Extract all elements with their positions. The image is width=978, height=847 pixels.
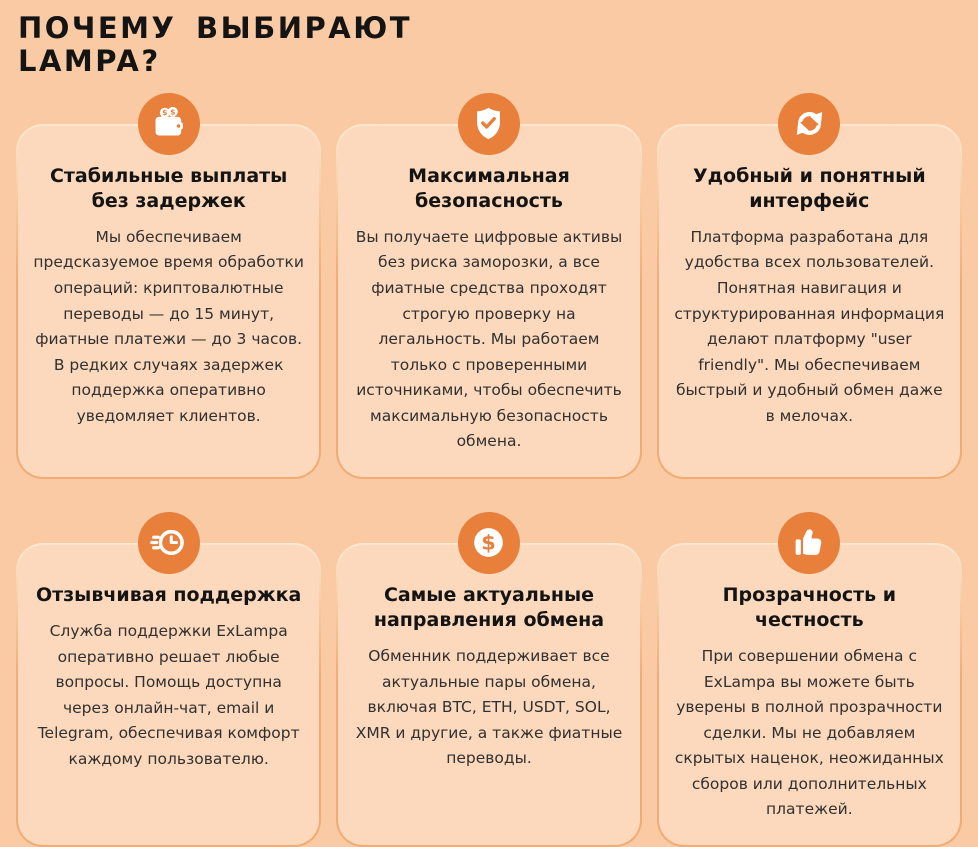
features-row-top [16, 93, 962, 479]
thumbs-up-icon [778, 512, 840, 574]
card-body: Вы получаете цифровые активы без риска заморозки, а все фиатные средства проходят строгую проверку на легальность. Мы работаем только с проверенными источниками, чтобы обеспечить максимальную безопасность обмена. [355, 227, 623, 451]
card-frame [336, 124, 641, 479]
card-title: Отзывчивая поддержка [35, 583, 302, 606]
card-body: При совершении обмена с ExLampa вы можете быть уверены в полной прозрачности сделки. Мы не добавляем скрытых наценок, неожиданных сборов или дополнительных платежей. [674, 647, 944, 819]
card-frame [16, 124, 321, 479]
feature-card-exchange-pairs [336, 512, 641, 847]
card-frame [657, 124, 962, 479]
card-title: Прозрачность и честность [722, 583, 897, 631]
feature-card-stable-payouts [16, 93, 321, 479]
section-title [18, 12, 962, 79]
card-body: Обменник поддерживает все актуальные пары обмена, включая BTC, ETH, USDT, SOL, XMR и другие, а также фиатные переводы. [355, 647, 623, 768]
card-body: Служба поддержки ExLampa оперативно решает любые вопросы. Помощь доступна через онлайн-чат, email и Telegram, обеспечивая комфорт каждому пользователю. [37, 621, 300, 768]
wallet-coins-icon [138, 93, 200, 155]
shield-check-icon [458, 93, 520, 155]
dollar-coin-icon [458, 512, 520, 574]
card-frame [336, 543, 641, 847]
card-frame [657, 543, 962, 847]
feature-card-support [16, 512, 321, 847]
card-frame [16, 543, 321, 847]
sync-arrows-icon [778, 93, 840, 155]
card-title: Максимальная безопасность [408, 164, 570, 212]
feature-card-security [336, 93, 641, 479]
svg-text:$: $ [170, 107, 176, 117]
card-title: Стабильные выплаты без задержек [49, 164, 288, 212]
fast-clock-icon [138, 512, 200, 574]
card-title: Удобный и понятный интерфейс [693, 164, 926, 212]
section-title-line2: LAMPA? [18, 44, 161, 79]
svg-text:$: $ [481, 531, 497, 556]
feature-card-interface [657, 93, 962, 479]
feature-card-transparency [657, 512, 962, 847]
section-title-line1: ПОЧЕМУ ВЫБИРАЮТ [18, 11, 413, 45]
card-title: Самые актуальные направления обмена [373, 583, 605, 631]
features-row-bottom [16, 512, 962, 847]
card-body: Платформа разработана для удобства всех пользователей. Понятная навигация и структурированная информация делают платформу "user friendly". Мы обеспечиваем быстрый и удобный обмен даже в мелочах. [674, 227, 945, 425]
svg-text:$: $ [162, 108, 168, 118]
card-body: Мы обеспечиваем предсказуемое время обработки операций: криптовалютные переводы — до 15 минут, фиатные платежи — до 3 часов. В редких случаях задержек поддержка оперативно уведомляет клиентов. [33, 227, 304, 425]
